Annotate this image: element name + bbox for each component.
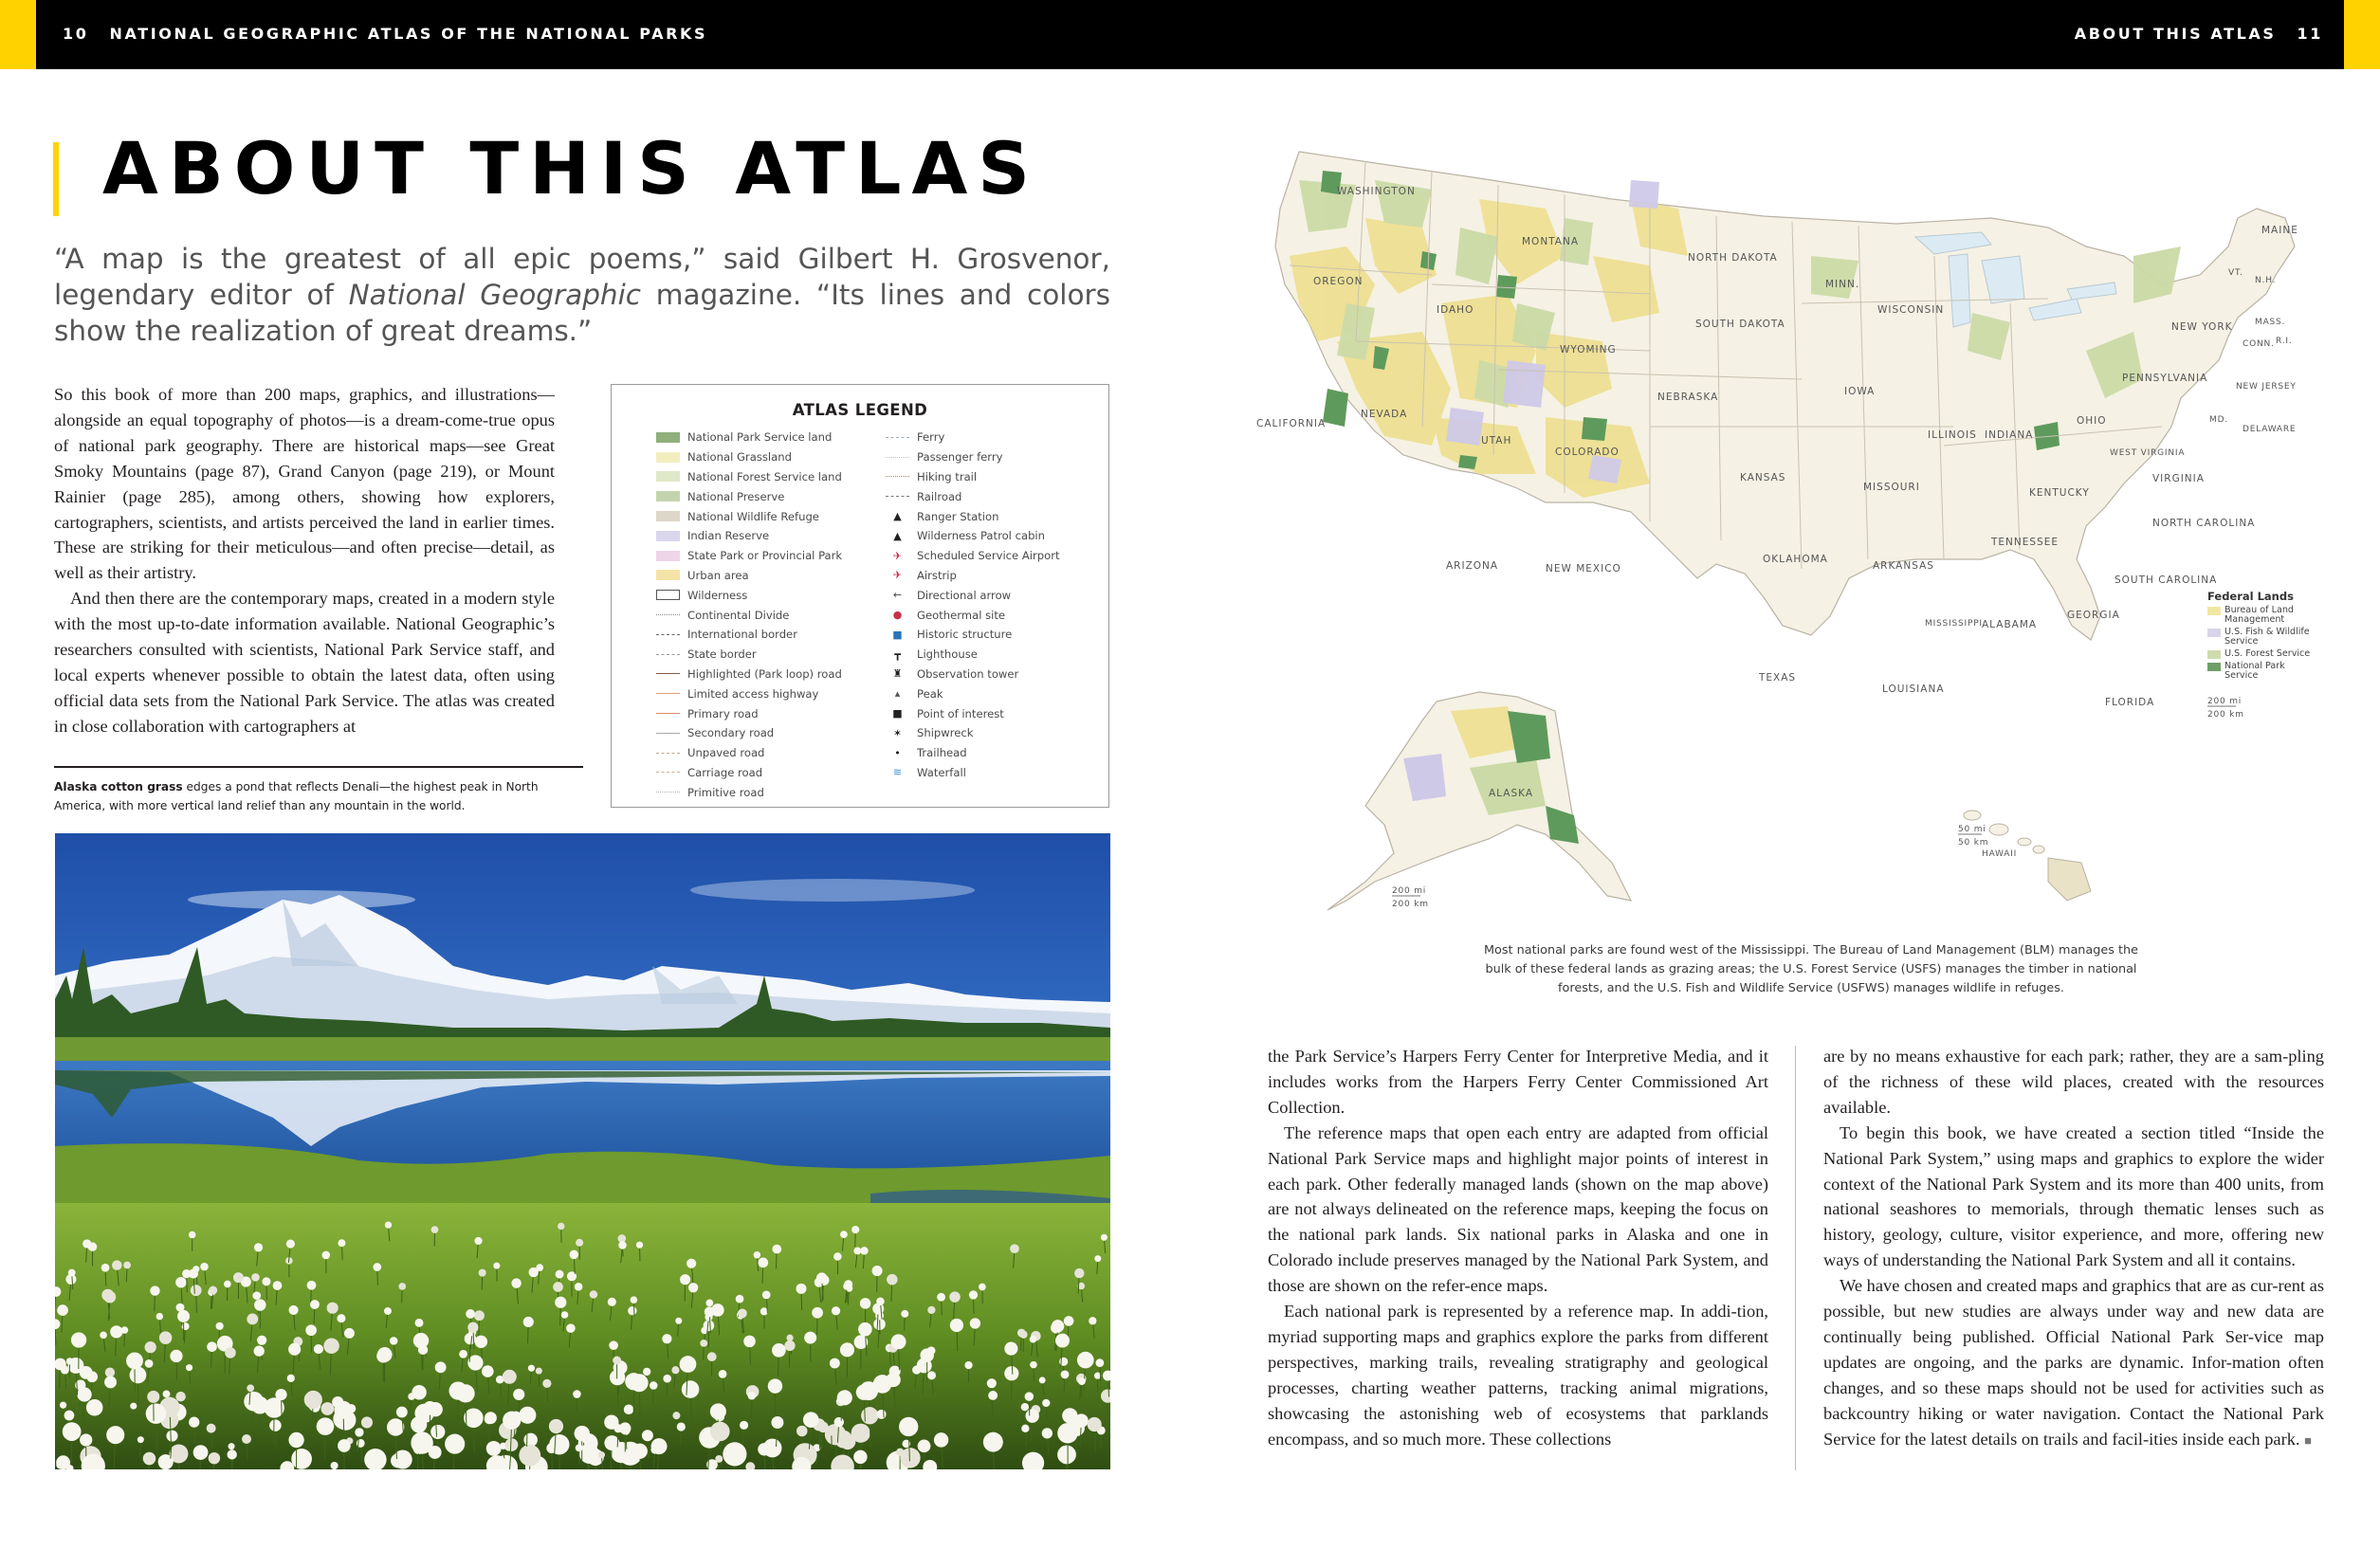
legend-item-shipwreck — [886, 723, 1060, 743]
arrow-icon: ← — [892, 589, 903, 602]
legend-item-ranger-station — [886, 506, 1060, 526]
body-column-3 — [1823, 1044, 2324, 1454]
geothermal-icon: ● — [892, 609, 903, 622]
legend-item-label: Hiking trail — [917, 469, 978, 483]
alaska-scale-bar — [1392, 886, 1429, 909]
conus-scale-bar — [2207, 697, 2244, 720]
state-label: SOUTH DAKOTA — [1695, 319, 1785, 330]
legend-item-highlighted-park-loop-road — [656, 665, 842, 684]
body-paragraph: So this book of more than 200 maps, graphics, and illustrations—alongside an equal topography of photos—is a dream-come-true opus of national park geography. There are historical maps—see Great Smoky Mountains (page 87), Grand Canyon (page 219), or Mount Rainier (page 285), among others, showing how explorers, cartographers, scientists, and artists perceived the land in earlier times. These are striking for their meticulous—and often precise—detail, as well as their artistry. — [54, 385, 555, 583]
state-label: NORTH DAKOTA — [1688, 252, 1778, 264]
ranger-station-icon: ▲ — [893, 510, 902, 523]
state-label: TENNESSEE — [1991, 537, 2059, 548]
state-park-or-provincial-park-swatch — [656, 551, 680, 561]
legend-item-passenger-ferry — [886, 447, 1060, 467]
legend-item-label: Indian Reserve — [687, 529, 770, 543]
limited-access-highway-line-symbol — [656, 693, 680, 694]
passenger-ferry-line-symbol — [886, 457, 909, 458]
state-label: ARKANSAS — [1873, 560, 1934, 572]
federal-lands-item-u-s-forest-service — [2207, 649, 2316, 659]
legend-item-railroad — [886, 486, 1060, 506]
legend-item-point-of-interest — [886, 703, 1060, 723]
legend-item-wilderness-patrol-cabin — [886, 526, 1060, 546]
state-label: VT. — [2228, 268, 2243, 278]
state-label: MASS. — [2255, 318, 2286, 327]
legend-item-observation-tower — [886, 665, 1060, 684]
right-running-title: ABOUT THIS ATLAS — [2074, 25, 2277, 43]
svg-text:50 mi: 50 mi — [1958, 825, 1986, 834]
end-mark-icon: ■ — [2304, 1432, 2312, 1448]
lede-text-2: magazine. “Its lines and colors show the realization of great dreams.” — [54, 279, 1110, 347]
federal-lands-item-label: Bureau of Land Management — [2224, 605, 2294, 625]
hawaii-scale-bar — [1958, 825, 1988, 848]
state-label: CALIFORNIA — [1256, 418, 1327, 429]
state-label: MD. — [2209, 415, 2228, 425]
legend-item-label: National Forest Service land — [687, 469, 842, 483]
legend-item-label: Historic structure — [917, 628, 1013, 642]
legend-item-hiking-trail — [886, 467, 1060, 487]
caption-lead: Alaska cotton grass — [54, 780, 183, 793]
international-border-line-symbol — [656, 634, 680, 635]
legend-item-label: Wilderness Patrol cabin — [917, 529, 1045, 543]
state-label: LOUISIANA — [1882, 684, 1945, 695]
atlas-legend — [611, 384, 1109, 808]
right-running-head — [2075, 25, 2323, 43]
state-label: FLORIDA — [2105, 697, 2155, 708]
state-label: GEORGIA — [2067, 610, 2120, 621]
airport-icon: ✈ — [892, 549, 903, 562]
federal-lands-map — [1233, 142, 2352, 929]
legend-item-limited-access-highway — [656, 684, 842, 703]
legend-item-label: National Park Service land — [687, 430, 833, 445]
legend-item-label: Passenger ferry — [917, 450, 1003, 465]
state-label: OREGON — [1313, 276, 1364, 287]
state-label: DELAWARE — [2243, 425, 2297, 434]
state-label: KANSAS — [1740, 472, 1786, 483]
observation-tower-icon: ♜ — [892, 667, 903, 681]
legend-item-label: Continental Divide — [687, 608, 790, 622]
body-paragraph: And then there are the contemporary maps, created in a modern style with the most up-to-date information available. National Geographic’s researchers consulted with scientists, National Park Service staff, and local experts whenever possible to obtain the latest data, often using official data sets from the National Park Service. The atlas was created in close collaboration with cartographers at — [54, 589, 555, 736]
state-label: MAINE — [2261, 225, 2298, 236]
legend-title: ATLAS LEGEND — [792, 401, 928, 419]
legend-item-international-border — [656, 625, 842, 645]
legend-item-state-park-or-provincial-park — [656, 546, 842, 566]
map-caption: Most national parks are found west of the Mississippi. The Bureau of Land Management (BLM) manages the bulk of these federal lands as grazing areas; the U.S. Forest Service (USFS) manages the timber in national forests, and the U.S. Fish and Wildlife Service (USFWS) manages wildlife in refuges. — [1484, 943, 2138, 996]
left-running-head — [63, 25, 707, 43]
legend-item-geothermal-site — [886, 605, 1060, 625]
state-label: NEBRASKA — [1657, 392, 1719, 403]
state-label: WASHINGTON — [1337, 186, 1416, 197]
state-label: OKLAHOMA — [1763, 554, 1828, 565]
legend-item-label: National Preserve — [687, 489, 785, 503]
federal-lands-item-national-park-service — [2207, 662, 2316, 681]
state-label: WYOMING — [1560, 344, 1617, 356]
body-paragraph: The reference maps that open each entry are adapted from official National Park Service maps and highlight major points of interest in each park. Other federally managed lands (shown on the map above) are not always delineated on the reference maps, keeping the focus on the national park lands. Six national parks in Alaska and one in Colorado include preserves managed by the National Park System, and those are shown on the refer-ence maps. — [1268, 1122, 1768, 1296]
state-label: ARIZONA — [1446, 560, 1499, 572]
patrol-cabin-icon: ▲ — [893, 529, 902, 542]
lede-quote — [54, 241, 1110, 349]
left-running-title: NATIONAL GEOGRAPHIC ATLAS OF THE NATIONAL PARKS — [109, 25, 708, 43]
federal-lands-key — [2207, 590, 2316, 684]
state-label: MISSOURI — [1863, 482, 1920, 493]
shipwreck-icon: ✶ — [892, 726, 903, 739]
lighthouse-icon: ┳ — [894, 647, 901, 661]
legend-item-label: Trailhead — [917, 746, 967, 760]
body-paragraph: the Park Service’s Harpers Ferry Center for Interpretive Media, and it includes works from the Harpers Ferry Center Commissioned Art Collection. — [1268, 1047, 1768, 1117]
state-label: NEW MEXICO — [1546, 563, 1621, 574]
unpaved-road-line-symbol — [656, 753, 680, 754]
legend-item-national-wildlife-refuge — [656, 506, 842, 526]
legend-item-scheduled-service-airport — [886, 546, 1060, 566]
svg-text:200 mi: 200 mi — [1392, 886, 1427, 896]
state-label: COLORADO — [1555, 447, 1620, 458]
legend-item-ferry — [886, 428, 1060, 447]
body-paragraph: are by no means exhaustive for each park; rather, they are a sam-pling of the richness of these wild places, created with the resources available. — [1823, 1047, 2324, 1117]
state-label: UTAH — [1481, 435, 1512, 447]
national-park-service-land-swatch — [656, 432, 680, 443]
legend-item-label: International border — [687, 628, 797, 642]
national-park-service-swatch — [2207, 663, 2221, 671]
wilderness-swatch — [656, 590, 680, 600]
legend-item-historic-structure — [886, 625, 1060, 645]
legend-item-national-forest-service-land — [656, 467, 842, 487]
federal-lands-item-label: U.S. Fish & Wildlife Service — [2224, 627, 2310, 647]
legend-item-primary-road — [656, 703, 842, 723]
highlighted-park-loop-road-line-symbol — [656, 673, 680, 674]
legend-item-continental-divide — [656, 605, 842, 625]
primary-road-line-symbol — [656, 713, 680, 714]
photo-illustration — [55, 833, 1110, 1469]
peak-icon: ▴ — [894, 687, 901, 701]
state-label: NEW YORK — [2171, 321, 2233, 333]
legend-item-label: Railroad — [917, 489, 962, 503]
federal-lands-item-u-s-fish-wildlife-service — [2207, 628, 2316, 647]
denali-cotton-grass-photo — [55, 833, 1110, 1469]
body-paragraph — [1823, 1273, 2324, 1453]
svg-text:200 mi: 200 mi — [2207, 697, 2243, 706]
indian-reserve-swatch — [656, 531, 680, 541]
legend-item-label: Airstrip — [917, 568, 957, 582]
hiking-trail-line-symbol — [886, 476, 909, 477]
carriage-road-line-symbol — [656, 772, 680, 773]
state-label: MONTANA — [1522, 236, 1579, 247]
photo-caption — [54, 777, 585, 815]
left-yellow-tab — [0, 0, 36, 69]
legend-item-label: Wilderness — [687, 588, 748, 602]
legend-item-primitive-road — [656, 782, 842, 802]
continental-divide-line-symbol — [656, 614, 680, 615]
state-border-line-symbol — [656, 654, 680, 655]
page-title: ABOUT THIS ATLAS — [102, 126, 1041, 210]
left-page-number: 10 — [63, 25, 89, 43]
legend-item-national-park-service-land — [656, 428, 842, 447]
national-wildlife-refuge-swatch — [656, 511, 680, 521]
legend-item-label: State Park or Provincial Park — [687, 549, 843, 563]
state-label: WISCONSIN — [1877, 304, 1945, 316]
state-label: ALASKA — [1489, 788, 1534, 799]
legend-item-lighthouse — [886, 645, 1060, 665]
secondary-road-line-symbol — [656, 733, 680, 734]
legend-item-label: Urban area — [687, 568, 749, 582]
state-label: WEST VIRGINIA — [2110, 448, 2186, 458]
state-label: CONN. — [2243, 339, 2275, 349]
state-label: PENNSYLVANIA — [2122, 373, 2208, 384]
right-yellow-tab — [2344, 0, 2380, 69]
legend-item-urban-area — [656, 566, 842, 586]
legend-item-label: Geothermal site — [917, 608, 1006, 622]
legend-item-label: Lighthouse — [917, 647, 978, 662]
caption-rule — [54, 766, 583, 768]
trailhead-icon: • — [894, 746, 901, 759]
legend-item-waterfall — [886, 763, 1060, 783]
svg-text:200 km: 200 km — [1392, 900, 1429, 909]
legend-item-label: Directional arrow — [917, 588, 1012, 602]
urban-area-swatch — [656, 570, 680, 580]
legend-item-wilderness — [656, 585, 842, 605]
legend-item-label: Highlighted (Park loop) road — [687, 666, 842, 681]
state-label: NORTH CAROLINA — [2152, 518, 2256, 529]
legend-item-carriage-road — [656, 763, 842, 783]
legend-item-label: Ranger Station — [917, 509, 999, 523]
right-page-number: 11 — [2297, 25, 2323, 43]
legend-item-national-preserve — [656, 486, 842, 506]
state-label: NEW JERSEY — [2236, 382, 2297, 392]
legend-item-label: National Wildlife Refuge — [687, 509, 819, 523]
state-label: INDIANA — [1985, 429, 2034, 441]
ferry-line-symbol — [886, 437, 909, 438]
legend-item-indian-reserve — [656, 526, 842, 546]
legend-item-unpaved-road — [656, 743, 842, 763]
legend-item-state-border — [656, 645, 842, 665]
column-divider — [1795, 1046, 1796, 1470]
state-label: ALABAMA — [1982, 619, 2038, 630]
state-label: VIRGINIA — [2152, 473, 2205, 484]
primitive-road-line-symbol — [656, 792, 680, 793]
state-label: ILLINOIS — [1928, 429, 1977, 441]
legend-item-secondary-road — [656, 723, 842, 743]
national-preserve-swatch — [656, 491, 680, 501]
national-forest-service-land-swatch — [656, 471, 680, 482]
legend-item-label: National Grassland — [687, 450, 792, 465]
railroad-line-symbol — [886, 496, 909, 497]
legend-item-airstrip — [886, 566, 1060, 586]
point-of-interest-icon: ■ — [892, 707, 903, 720]
federal-lands-item-bureau-of-land-management — [2207, 606, 2316, 625]
legend-item-national-grassland — [656, 447, 842, 467]
legend-item-label: Scheduled Service Airport — [917, 549, 1060, 563]
waterfall-icon: ≋ — [892, 766, 903, 779]
body-paragraph-text: We have chosen and created maps and graphics that are as cur-rent as possible, but new studies are always under way and new data are continually being published. Official National Park Ser-vice map updates are ongoing, and the parks are dynamic. Infor-mation often changes, and so these maps should not be used for activities such as backcountry hiking or water navigation. Contact the National Park Service for the latest details on trails and facil-ities inside each park. — [1823, 1276, 2324, 1449]
u-s-forest-service-swatch — [2207, 650, 2221, 659]
title-accent-bar — [53, 142, 59, 216]
state-label: MISSISSIPPI — [1925, 619, 1983, 629]
state-label: NEVADA — [1361, 409, 1408, 420]
state-label: KENTUCKY — [2029, 487, 2090, 499]
federal-lands-item-label: U.S. Forest Service — [2224, 648, 2311, 659]
state-label: OHIO — [2077, 415, 2107, 427]
body-column-1 — [54, 382, 555, 739]
legend-item-label: Waterfall — [917, 765, 966, 779]
us-map-svg — [1233, 142, 2352, 929]
historic-structure-icon: ■ — [892, 628, 903, 641]
caption-text: edges a pond that reflects Denali—the highest peak in North America, with more vertical land relief than any mountain in the world. — [54, 780, 539, 812]
body-column-2 — [1268, 1044, 1768, 1452]
legend-item-label: Shipwreck — [917, 726, 974, 740]
lede-italic: National Geographic — [348, 279, 642, 311]
legend-item-label: Primary road — [687, 706, 759, 720]
body-paragraph: Each national park is represented by a reference map. In addi-tion, myriad supporting maps and graphics explore the parks from different perspectives, marking trails, revealing stratigraphy and geological processes, charting weather patterns, tracking animal migrations, showcasing the astonishing web of ecosystems that parklands encompass, and so much more. These collections — [1268, 1302, 1768, 1449]
legend-item-label: Observation tower — [917, 666, 1019, 681]
legend-item-label: Point of interest — [917, 706, 1004, 720]
national-grassland-swatch — [656, 452, 680, 463]
state-label: SOUTH CAROLINA — [2115, 574, 2218, 586]
legend-item-directional-arrow — [886, 585, 1060, 605]
state-label: TEXAS — [1759, 672, 1797, 684]
state-label: N.H. — [2255, 276, 2277, 285]
state-label: R.I. — [2276, 337, 2293, 346]
svg-text:50 km: 50 km — [1958, 838, 1989, 848]
state-label: IOWA — [1844, 386, 1876, 397]
legend-item-label: Peak — [917, 686, 943, 701]
legend-item-label: State border — [687, 647, 757, 662]
legend-item-peak — [886, 684, 1060, 703]
airstrip-icon: ✈ — [892, 569, 903, 582]
legend-column-right — [886, 428, 1060, 782]
federal-lands-items — [2207, 606, 2316, 681]
legend-item-label: Unpaved road — [687, 746, 765, 760]
federal-lands-title: Federal Lands — [2207, 590, 2294, 603]
state-label: MINN. — [1825, 279, 1860, 290]
legend-item-label: Primitive road — [687, 785, 764, 799]
lede-text-1: “A map is the greatest of all epic poems,” said Gilbert H. Grosvenor, legendary editor of — [54, 243, 1110, 311]
legend-item-label: Carriage road — [687, 765, 763, 779]
state-label: HAWAII — [1982, 849, 2018, 859]
legend-item-label: Limited access highway — [687, 686, 819, 701]
body-paragraph: To begin this book, we have created a section titled “Inside the National Park System,” using maps and graphics to explore the wider context of the National Park System and its more than 400 units, from national seashores to memorials, through thematic lenses such as history, geology, culture, visitor experience, and more, offering new ways of understanding the National Park System and all it contains. — [1823, 1122, 2324, 1270]
u-s-fish-wildlife-service-swatch — [2207, 629, 2221, 637]
legend-column-left — [656, 428, 842, 802]
federal-lands-item-label: National Park Service — [2224, 661, 2285, 681]
legend-item-label: Ferry — [917, 430, 945, 445]
legend-item-trailhead — [886, 743, 1060, 763]
legend-item-label: Secondary road — [687, 726, 775, 740]
bureau-of-land-management-swatch — [2207, 607, 2221, 615]
state-label: IDAHO — [1437, 304, 1474, 316]
svg-text:200 km: 200 km — [2207, 710, 2244, 720]
